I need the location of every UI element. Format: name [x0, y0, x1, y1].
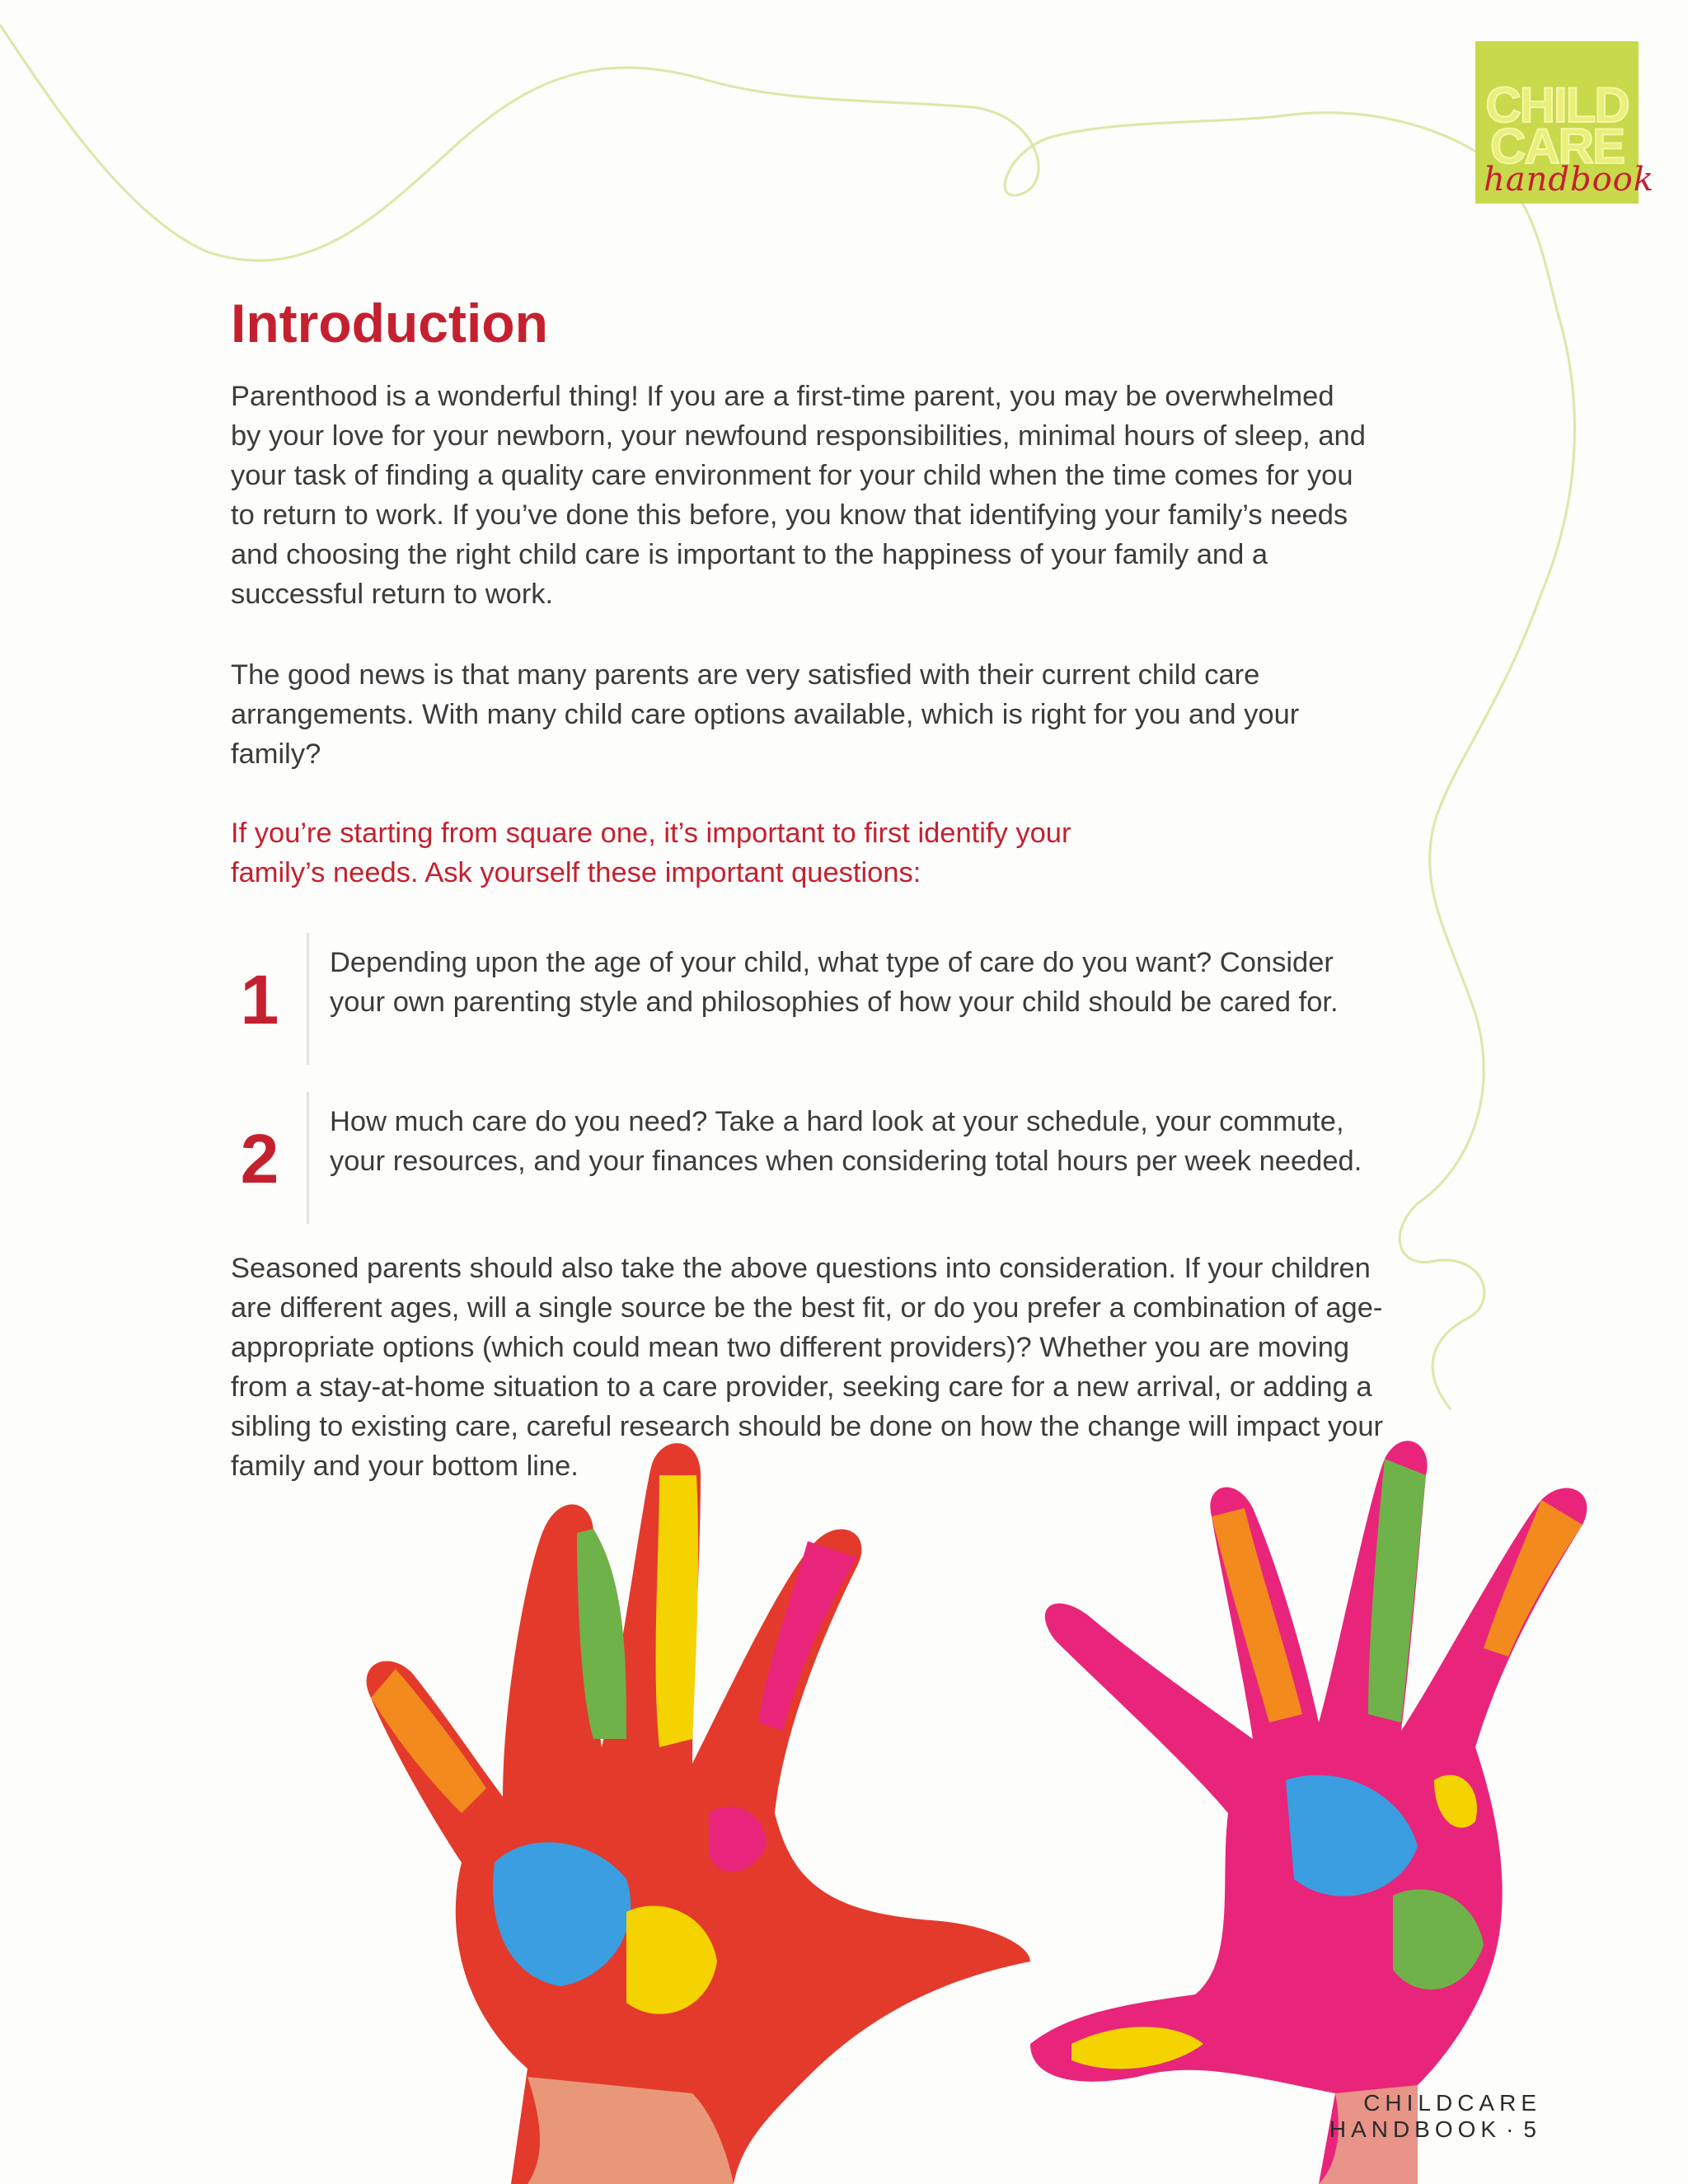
intro-paragraph-2: The good news is that many parents are very satisfied with their current child care arrangements. With many child care options available, which is right for you and your family? — [231, 659, 1300, 770]
page-footer — [1162, 2090, 1541, 2143]
footer-separator: · — [1506, 2116, 1519, 2142]
logo-word-child: CHILD — [1485, 77, 1629, 133]
question-divider — [307, 1092, 309, 1224]
left-painted-hand — [367, 1443, 1030, 2184]
intro-paragraph-1: Parenthood is a wonderful thing! If you are a first-time parent, you may be overwhelmed by your love for your newborn, your newfound responsibilities, minimal hours of sleep, and your task of finding a quality care environment for your child when the time comes for you to return to work. If you’ve done this before, you know that identifying your family’s needs and choosing the right child care is important to the happiness of your family and a successful return to work. — [231, 381, 1366, 610]
lead-in-text: If you’re starting from square one, it’s important to first identify your family’s needs. Ask yourself these important questions: — [231, 818, 1071, 888]
logo-word-care: CARE — [1489, 119, 1624, 174]
question-text: Depending upon the age of your child, what type of care do you want? Consider your own parenting style and philosophies of how your child should be cared for. — [330, 947, 1339, 1018]
footer-title: CHILDCARE HANDBOOK — [1329, 2090, 1541, 2142]
question-number: 1 — [240, 961, 279, 1038]
question-item-2 — [231, 1092, 1385, 1224]
logo-word-handbook: handbook — [1484, 161, 1654, 199]
page-title: Introduction — [231, 293, 548, 354]
question-divider — [307, 933, 309, 1065]
childcare-handbook-logo — [1475, 41, 1654, 204]
painted-hands-image — [0, 1352, 1688, 2184]
question-item-1 — [231, 933, 1385, 1065]
right-painted-hand — [1030, 1441, 1587, 2184]
question-text: How much care do you need? Take a hard look at your schedule, your commute, your resources, and your finances when considering total hours per week needed. — [330, 1106, 1362, 1177]
page-number: 5 — [1523, 2116, 1541, 2142]
closing-paragraph: Seasoned parents should also take the above questions into consideration. If your children are different ages, will a single source be the best fit, or do you prefer a combination of age-appropriate options (which could mean two different providers)? Whether you are moving from a stay-at-home situation to a care provider, seeking care for a new arrival, or adding a sibling to existing care, careful research should be done on how the change will impact your family and your bottom line. — [231, 1253, 1384, 1482]
question-number: 2 — [240, 1120, 279, 1197]
